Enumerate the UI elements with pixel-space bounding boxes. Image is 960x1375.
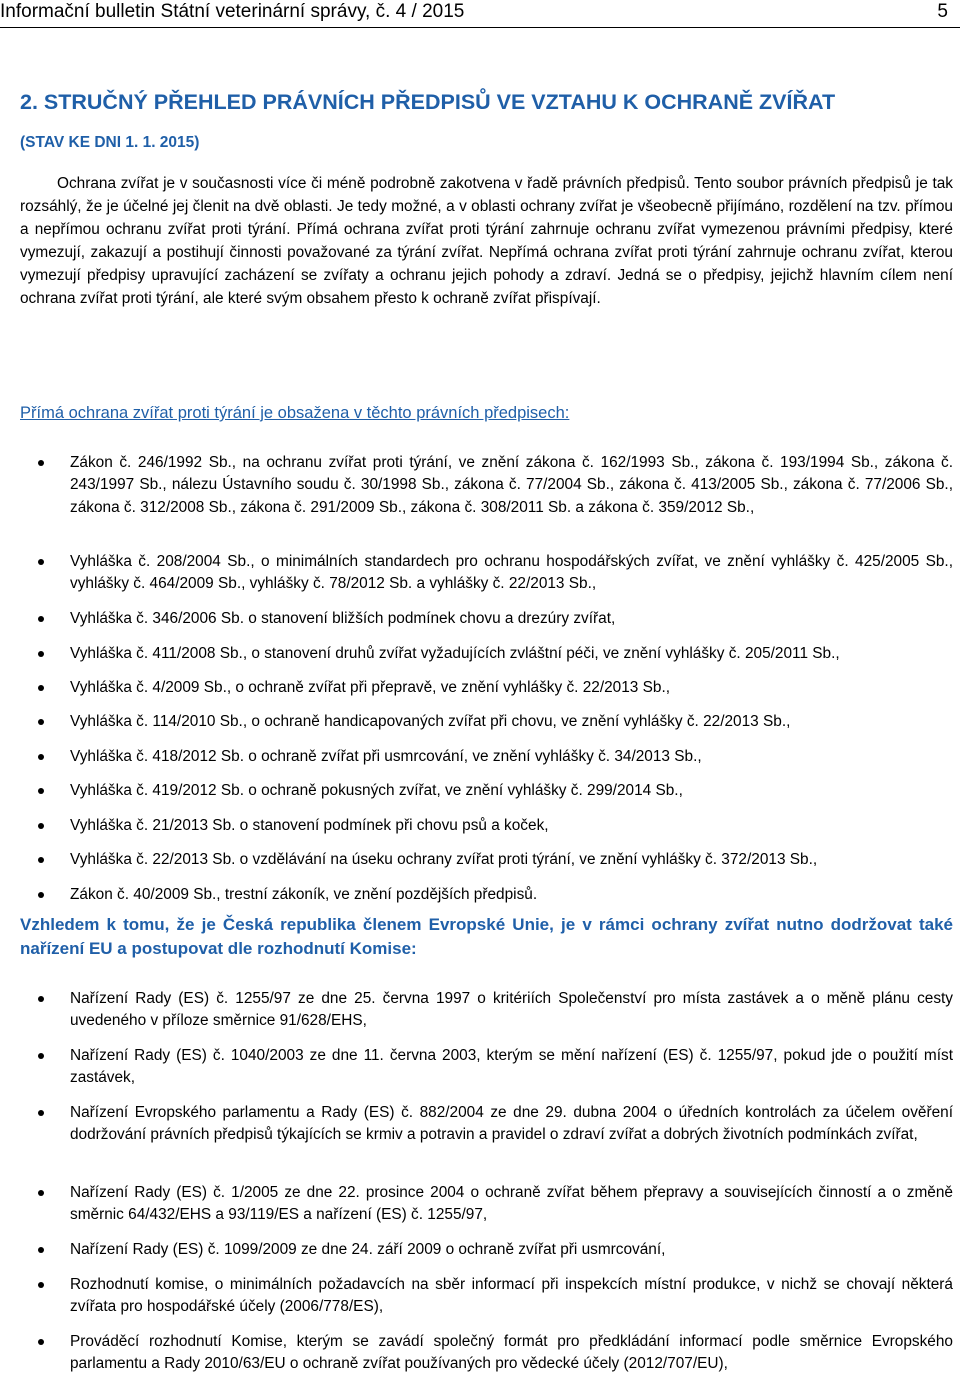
list-item-text: Vyhláška č. 4/2009 Sb., o ochraně zvířat při přepravě, ve znění vyhlášky č. 22/2013 Sb., <box>70 679 670 696</box>
list-item-text: Nařízení Rady (ES) č. 1/2005 ze dne 22. prosince 2004 o ochraně zvířat během přepravy a souvisejících činností a o změně směrnic 64/432/EHS a 93/119/ES a nařízení (ES) č. 1255/97, <box>70 1184 953 1224</box>
bullet-icon <box>38 559 44 565</box>
list-item-text: Vyhláška č. 114/2010 Sb., o ochraně handicapovaných zvířat při chovu, ve znění vyhlášky č. 22/2013 Sb., <box>70 713 791 730</box>
bullet-icon <box>38 651 44 657</box>
bullet-icon <box>38 892 44 898</box>
header-divider <box>0 27 960 28</box>
section-subheading: (STAV KE DNI 1. 1. 2015) <box>20 134 200 151</box>
list-item-text: Vyhláška č. 22/2013 Sb. o vzdělávání na úseku ochrany zvířat proti týrání, ve znění vyhlášky č. 372/2013 Sb., <box>70 851 818 868</box>
bullet-icon <box>38 719 44 725</box>
bullet-icon <box>38 996 44 1002</box>
list-item-text: Prováděcí rozhodnutí Komise, kterým se zavádí společný formát pro předkládání informací podle směrnice Evropského parlamentu a Rady 2010/63/EU o ochraně zvířat používaných pro vědecké účely (2012/707/EU), <box>70 1333 953 1373</box>
list-item-text: Zákon č. 40/2009 Sb., trestní zákoník, ve znění pozdějších předpisů. <box>70 886 538 903</box>
bullet-icon <box>38 616 44 622</box>
section-heading: 2. STRUČNÝ PŘEHLED PRÁVNÍCH PŘEDPISŮ VE VZTAHU K OCHRANĚ ZVÍŘAT <box>20 90 836 114</box>
list-item-text: Zákon č. 246/1992 Sb., na ochranu zvířat proti týrání, ve znění zákona č. 162/1993 Sb., zákona č. 193/1994 Sb., zákona č. 243/1997 Sb., nálezu Ústavního soudu č. 30/1998 Sb., zákona č. 77/2004 Sb., zákona č. 413/2005 Sb., zákona č. 77/2006 Sb., zákona č. 312/2008 Sb., zákona č. 291/2009 Sb., zákona č. 308/2011 Sb. a zákona č. 359/2012 Sb., <box>70 454 953 516</box>
bullet-icon <box>38 823 44 829</box>
bullet-icon <box>38 788 44 794</box>
list-item-text: Vyhláška č. 419/2012 Sb. o ochraně pokusných zvířat, ve znění vyhlášky č. 299/2014 Sb., <box>70 782 683 799</box>
list-item-text: Rozhodnutí komise, o minimálních požadavcích na sběr informací při inspekcích místní produkce, v nichž se chovají některá zvířata pro hospodářské účely (2006/778/ES), <box>70 1276 953 1316</box>
bullet-icon <box>38 1247 44 1253</box>
eu-regulations-heading: Vzhledem k tomu, že je Česká republika členem Evropské Unie, je v rámci ochrany zvířat nutno dodržovat také nařízení EU a postupovat dle rozhodnutí Komise: <box>20 915 953 958</box>
bulletin-title: Informační bulletin Státní veterinární správy, č. 4 / 2015 <box>0 1 465 22</box>
list-item-text: Nařízení Rady (ES) č. 1099/2009 ze dne 24. září 2009 o ochraně zvířat při usmrcování, <box>70 1241 666 1258</box>
list-item-text: Vyhláška č. 21/2013 Sb. o stanovení podmínek při chovu psů a koček, <box>70 817 549 834</box>
list-item-text: Vyhláška č. 418/2012 Sb. o ochraně zvířat při usmrcování, ve znění vyhlášky č. 34/2013 Sb., <box>70 748 702 765</box>
page-number: 5 <box>937 1 948 22</box>
bullet-icon <box>38 685 44 691</box>
bullet-icon <box>38 1053 44 1059</box>
direct-protection-heading[interactable]: Přímá ochrana zvířat proti týrání je obsažena v těchto právních předpisech: <box>20 404 570 422</box>
intro-paragraph <box>20 173 953 310</box>
list-item-text: Vyhláška č. 208/2004 Sb., o minimálních standardech pro ochranu hospodářských zvířat, ve znění vyhlášky č. 425/2005 Sb., vyhlášky č. 464/2009 Sb., vyhlášky č. 78/2012 Sb. a vyhlášky č. 22/2013 Sb., <box>70 553 953 593</box>
list-item-text: Vyhláška č. 346/2006 Sb. o stanovení bližších podmínek chovu a drezúry zvířat, <box>70 610 616 627</box>
list-item-text: Vyhláška č. 411/2008 Sb., o stanovení druhů zvířat vyžadujících zvláštní péči, ve znění vyhlášky č. 205/2011 Sb., <box>70 645 840 662</box>
list-item-text: Nařízení Evropského parlamentu a Rady (ES) č. 882/2004 ze dne 29. dubna 2004 o úředních kontrolách za účelem ověření dodržování právních předpisů týkajících se krmiv a potravin a pravidel o zdraví zvířat a dobrých životních podmínkách zvířat, <box>70 1104 953 1144</box>
bullet-icon <box>38 1110 44 1116</box>
bullet-icon <box>38 1339 44 1345</box>
bullet-icon <box>38 460 44 466</box>
intro-text: Ochrana zvířat je v současnosti více či méně podrobně zakotvena v řadě právních předpisů. Tento soubor právních předpisů je tak rozsáhlý, že je účelné jej členit na dvě oblasti. Je tedy možné, a v oblasti ochrany zvířat je všeobecně přijímáno, rozdělení na tzv. přímou a nepřímou ochranu zvířat proti týrání. Přímá ochrana zvířat proti týrání zahrnuje ochranu zvířat vymezenou právními předpisy, které vymezují, zakazují a postihují činnosti považované za týrání zvířat. Nepřímá ochrana zvířat proti týrání zahrnuje ochranu zvířat, kterou vymezují předpisy upravující zacházení se zvířaty a ochranu jejich pohody a zdraví. Jedná se o předpisy, jejichž hlavním cílem není ochrana zvířat proti týrání, ale které svým obsahem přesto k ochraně zvířat přispívají. <box>20 175 953 307</box>
bullet-icon <box>38 754 44 760</box>
bullet-icon <box>38 1190 44 1196</box>
bullet-icon <box>38 1282 44 1288</box>
list-item-text: Nařízení Rady (ES) č. 1040/2003 ze dne 11. června 2003, kterým se mění nařízení (ES) č. 1255/97, pokud jde o použití míst zastávek, <box>70 1047 953 1087</box>
bullet-icon <box>38 857 44 863</box>
page-header <box>0 0 960 26</box>
list-item-text: Nařízení Rady (ES) č. 1255/97 ze dne 25. června 1997 o kritériích Společenství pro místa zastávek a o měně plánu cesty uvedeného v příloze směrnice 91/628/EHS, <box>70 990 953 1030</box>
